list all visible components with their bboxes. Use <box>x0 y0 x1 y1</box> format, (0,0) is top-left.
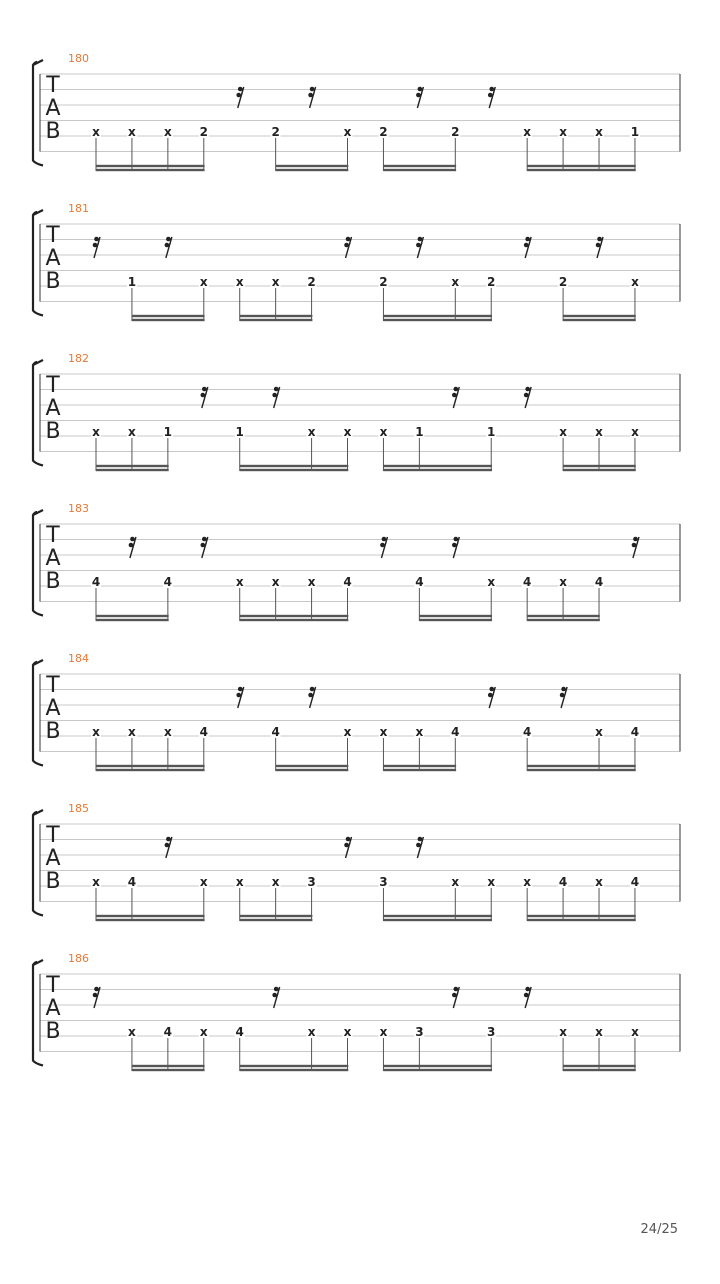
note-beam <box>383 315 492 317</box>
tab-clef-letter: A <box>45 996 61 1021</box>
fret-number: 3 <box>415 1025 424 1039</box>
fret-number: x <box>343 125 352 139</box>
fret-number: 4 <box>163 1025 173 1039</box>
note-beam <box>240 919 313 921</box>
fret-number: 4 <box>343 575 352 589</box>
fret-number: x <box>92 875 100 889</box>
fret-number: x <box>595 125 603 139</box>
fret-number: x <box>451 875 460 889</box>
note-beam <box>527 769 636 771</box>
note-beam <box>276 169 349 171</box>
note-beam <box>240 1069 349 1071</box>
system-bracket-icon <box>33 962 43 1066</box>
system-bracket-icon <box>33 512 43 616</box>
note-beam <box>527 619 600 621</box>
fret-number: x <box>523 875 532 889</box>
note-beam <box>527 169 636 171</box>
tab-clef-letter: T <box>46 373 60 398</box>
measure-number: 185 <box>68 802 89 815</box>
fret-number: x <box>199 1025 208 1039</box>
fret-number: x <box>128 125 136 139</box>
note-beam <box>96 169 205 171</box>
tab-clef-letter: A <box>45 96 61 121</box>
fret-number: 1 <box>630 125 640 139</box>
note-beam <box>96 765 205 767</box>
fret-number: 2 <box>487 275 496 289</box>
fret-number: 1 <box>163 425 173 439</box>
note-beam <box>527 165 636 167</box>
note-beam <box>563 319 636 321</box>
tab-clef-letter: A <box>45 696 61 721</box>
note-beam <box>132 315 205 317</box>
tab-clef-letter: B <box>45 119 61 144</box>
fret-number: x <box>451 275 460 289</box>
tab-clef-letter: T <box>46 523 60 548</box>
tab-clef-letter: B <box>45 1019 61 1044</box>
note-beam <box>527 915 636 917</box>
fret-number: x <box>307 1025 316 1039</box>
fret-number: x <box>235 275 244 289</box>
fret-number: x <box>631 1025 639 1039</box>
fret-number: 2 <box>451 125 460 139</box>
fret-number: x <box>559 125 567 139</box>
note-beam <box>276 765 349 767</box>
fret-number: x <box>379 425 388 439</box>
fret-number: x <box>163 725 172 739</box>
fret-number: 2 <box>379 275 388 289</box>
note-beam <box>96 919 205 921</box>
fret-number: x <box>595 425 603 439</box>
fret-number: x <box>595 725 603 739</box>
note-beam <box>419 619 492 621</box>
note-beam <box>96 165 205 167</box>
fret-number: x <box>379 725 388 739</box>
measure-number: 180 <box>68 52 89 65</box>
fret-number: 4 <box>163 575 173 589</box>
note-beam <box>240 1065 349 1067</box>
fret-number: 4 <box>451 725 460 739</box>
tab-clef-letter: B <box>45 719 61 744</box>
system-bracket-icon <box>33 62 43 166</box>
fret-number: x <box>128 1025 136 1039</box>
note-beam <box>563 1069 636 1071</box>
fret-number: x <box>379 1025 388 1039</box>
fret-number: x <box>343 425 352 439</box>
fret-number: 4 <box>199 725 208 739</box>
note-beam <box>527 615 600 617</box>
page-number: 24/25 <box>640 1222 678 1237</box>
fret-number: x <box>487 575 496 589</box>
fret-number: 4 <box>522 575 532 589</box>
tab-clef-letter: T <box>46 223 60 248</box>
measure-number: 183 <box>68 502 89 515</box>
note-beam <box>240 319 313 321</box>
fret-number: x <box>343 1025 352 1039</box>
tab-clef-letter: T <box>46 73 60 98</box>
fret-number: 1 <box>415 425 424 439</box>
system-bracket-icon <box>33 362 43 466</box>
fret-number: x <box>631 425 639 439</box>
fret-number: x <box>271 875 280 889</box>
note-beam <box>527 765 636 767</box>
note-beam <box>383 1069 492 1071</box>
fret-number: x <box>163 125 172 139</box>
fret-number: 1 <box>235 425 244 439</box>
fret-number: x <box>595 875 603 889</box>
fret-number: x <box>271 575 280 589</box>
fret-number: x <box>307 575 316 589</box>
note-beam <box>240 469 349 471</box>
note-beam <box>383 465 492 467</box>
fret-number: 4 <box>127 875 137 889</box>
fret-number: x <box>235 575 244 589</box>
fret-number: 4 <box>271 725 280 739</box>
note-beam <box>96 915 205 917</box>
fret-number: x <box>343 725 352 739</box>
note-beam <box>132 319 205 321</box>
note-beam <box>563 1065 636 1067</box>
system-bracket-icon <box>33 662 43 766</box>
fret-number: 4 <box>630 725 640 739</box>
tab-clef-letter: A <box>45 396 61 421</box>
measure-number: 181 <box>68 202 89 215</box>
fret-number: x <box>92 125 100 139</box>
tab-clef-letter: T <box>46 673 60 698</box>
fret-number: 4 <box>558 875 568 889</box>
fret-number: 2 <box>558 275 568 289</box>
fret-number: x <box>559 1025 567 1039</box>
fret-number: x <box>559 575 567 589</box>
note-beam <box>132 1069 205 1071</box>
note-beam <box>383 919 492 921</box>
note-beam <box>383 1065 492 1067</box>
fret-number: x <box>128 725 136 739</box>
fret-number: x <box>559 425 567 439</box>
fret-number: 1 <box>487 425 496 439</box>
fret-number: 2 <box>307 275 316 289</box>
fret-number: 4 <box>594 575 604 589</box>
note-beam <box>96 615 169 617</box>
fret-number: x <box>92 425 100 439</box>
fret-number: 4 <box>235 1025 244 1039</box>
tab-clef-letter: A <box>45 846 61 871</box>
system-bracket-icon <box>33 812 43 916</box>
fret-number: 4 <box>415 575 424 589</box>
fret-number: x <box>415 725 424 739</box>
fret-number: 2 <box>271 125 280 139</box>
fret-number: x <box>523 125 532 139</box>
note-beam <box>527 919 636 921</box>
measure-number: 184 <box>68 652 89 665</box>
note-beam <box>240 615 349 617</box>
note-beam <box>563 465 636 467</box>
fret-number: 1 <box>127 275 137 289</box>
note-beam <box>276 769 349 771</box>
note-beam <box>383 469 492 471</box>
fret-number: 4 <box>630 875 640 889</box>
note-beam <box>96 465 169 467</box>
fret-number: x <box>487 875 496 889</box>
tab-clef-letter: A <box>45 246 61 271</box>
note-beam <box>419 615 492 617</box>
fret-number: 2 <box>379 125 388 139</box>
note-beam <box>132 1065 205 1067</box>
note-beam <box>96 769 205 771</box>
fret-number: x <box>199 875 208 889</box>
note-beam <box>383 769 456 771</box>
fret-number: x <box>595 1025 603 1039</box>
note-beam <box>563 315 636 317</box>
note-beam <box>276 165 349 167</box>
note-beam <box>240 915 313 917</box>
note-beam <box>240 465 349 467</box>
system-bracket-icon <box>33 212 43 316</box>
fret-number: x <box>631 275 639 289</box>
tab-clef-letter: B <box>45 569 61 594</box>
note-beam <box>240 315 313 317</box>
tab-clef-letter: B <box>45 269 61 294</box>
note-beam <box>383 169 456 171</box>
fret-number: 4 <box>522 725 532 739</box>
note-beam <box>383 165 456 167</box>
tab-clef-letter: T <box>46 973 60 998</box>
note-beam <box>240 619 349 621</box>
fret-number: x <box>92 725 100 739</box>
fret-number: 3 <box>307 875 316 889</box>
note-beam <box>96 619 169 621</box>
fret-number: 3 <box>487 1025 496 1039</box>
note-beam <box>96 469 169 471</box>
measure-number: 182 <box>68 352 89 365</box>
fret-number: x <box>128 425 136 439</box>
fret-number: x <box>235 875 244 889</box>
note-beam <box>383 319 492 321</box>
fret-number: 3 <box>379 875 388 889</box>
fret-number: 4 <box>91 575 101 589</box>
fret-number: x <box>307 425 316 439</box>
note-beam <box>563 469 636 471</box>
tab-clef-letter: B <box>45 419 61 444</box>
tab-clef-letter: B <box>45 869 61 894</box>
tab-clef-letter: A <box>45 546 61 571</box>
measure-number: 186 <box>68 952 89 965</box>
fret-number: x <box>199 275 208 289</box>
fret-number: x <box>271 275 280 289</box>
note-beam <box>383 765 456 767</box>
fret-number: 2 <box>199 125 208 139</box>
note-beam <box>383 915 492 917</box>
tab-clef-letter: T <box>46 823 60 848</box>
